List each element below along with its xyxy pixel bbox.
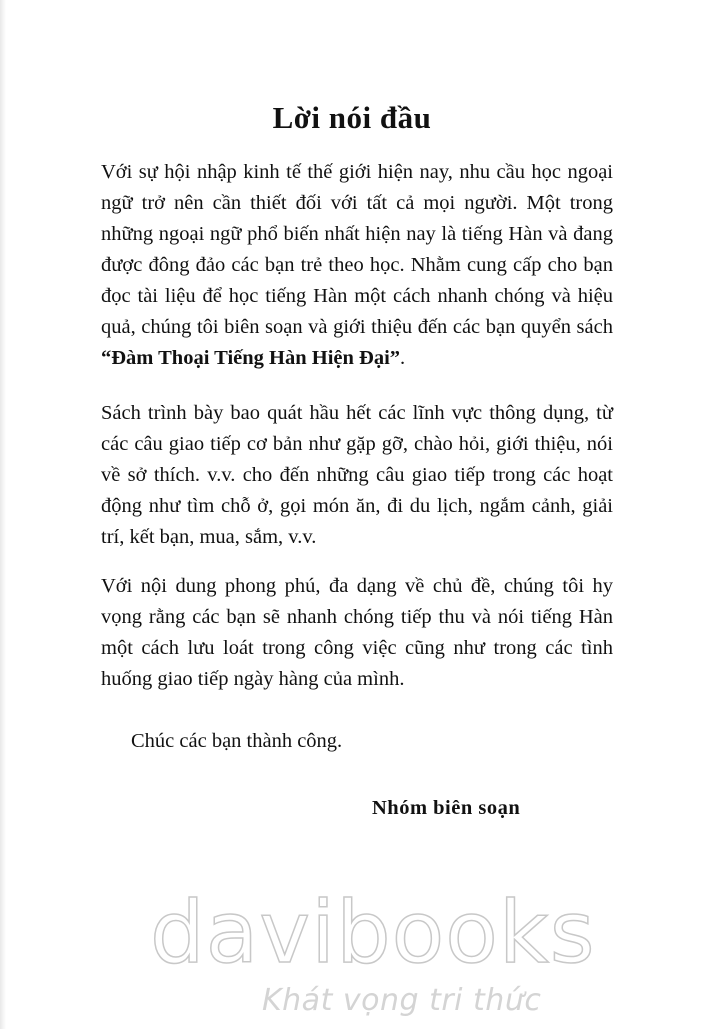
signature: Nhóm biên soạn — [372, 797, 521, 819]
paragraph-intro-text: Với sự hội nhập kinh tế thế giới hiện nay, nhu cầu học ngoại ngữ trở nên cần thiết đối với tất cả mọi người. Một trong những ngoại ngữ phổ biến nhất hiện nay là tiếng Hàn và đang được đông đảo các bạn trẻ theo học. Nhằm cung cấp cho bạn đọc tài liệu để học tiếng Hàn một cách nhanh chóng và hiệu quả, chúng tôi biên soạn và giới thiệu đến các bạn quyển sách — [101, 161, 613, 338]
page-edge-shadow — [0, 0, 6, 1029]
closing-line: Chúc các bạn thành công. — [131, 730, 343, 752]
paragraph-hope: Với nội dung phong phú, đa dạng về chủ đề, chúng tôi hy vọng rằng các bạn sẽ nhanh chóng tiếp thu và nói tiếng Hàn một cách lưu loát trong công việc cũng như trong các tình huống giao tiếp ngày hàng của mình. — [101, 575, 613, 690]
page-title: Lời nói đầu — [272, 100, 432, 135]
paragraph-content: Sách trình bày bao quát hầu hết các lĩnh vực thông dụng, từ các câu giao tiếp cơ bản như gặp gỡ, chào hỏi, giới thiệu, nói về sở thích. v.v. cho đến những câu giao tiếp trong các hoạt động như tìm chỗ ở, gọi món ăn, đi du lịch, ngắm cảnh, giải trí, kết bạn, mua, sắm, v.v. — [101, 402, 613, 548]
book-title: “Đàm Thoại Tiếng Hàn Hiện Đại” — [101, 347, 401, 369]
watermark-slogan: Khát vọng tri thức — [262, 983, 542, 1018]
paragraph-intro — [101, 157, 613, 374]
paragraph-intro-end: . — [400, 347, 406, 369]
watermark-brand: davibooks — [150, 883, 596, 983]
